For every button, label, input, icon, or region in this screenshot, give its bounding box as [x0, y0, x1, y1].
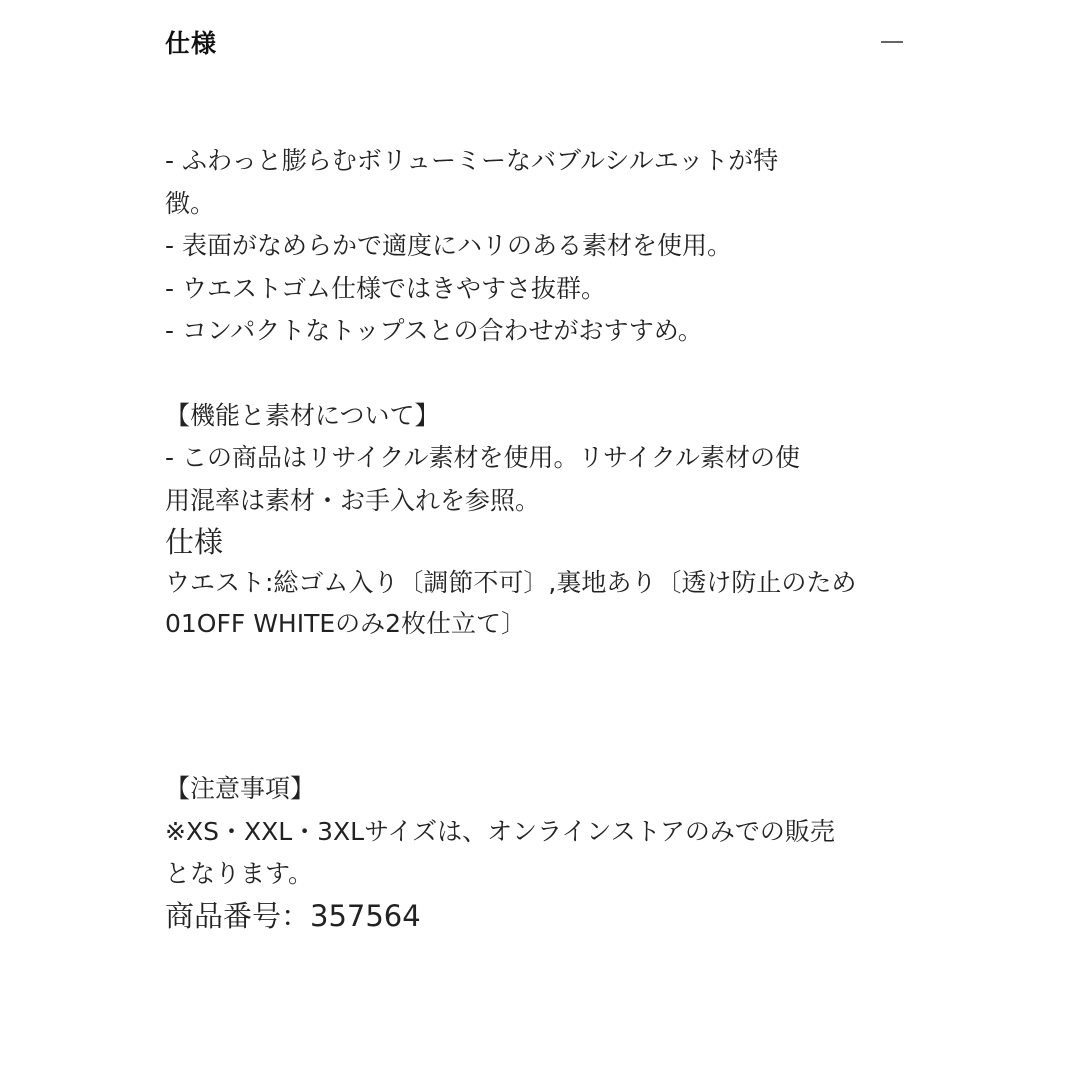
notes-line: ※XS・XXL・3XLサイズは、オンラインストアのみでの販売	[165, 816, 835, 846]
feature-line: - 表面がなめらかで適度にハリのある素材を使用。	[165, 231, 732, 260]
spec-heading: 仕様	[165, 525, 224, 559]
minus-bar	[881, 41, 903, 43]
spacer	[165, 353, 915, 395]
spec-section-header[interactable]	[165, 22, 905, 62]
feature-line: 徴。	[165, 188, 216, 218]
notes-line: となります。	[165, 859, 314, 888]
section-title: 仕様	[165, 29, 218, 58]
function-heading: 【機能と素材について】	[165, 400, 440, 430]
spec-line: ウエスト:総ゴム入り〔調節不可〕,裏地あり〔透け防止のため	[165, 568, 857, 597]
spacer	[165, 644, 915, 768]
product-number: 商品番号：357564	[165, 898, 421, 933]
function-block	[165, 395, 915, 523]
section-content	[165, 140, 915, 936]
feature-line: - ウエストゴム仕様ではきやすさ抜群。	[165, 273, 606, 303]
function-line: 用混率は素材・お手入れを参照。	[165, 485, 541, 515]
feature-line: - コンパクトなトップスとの合わせがおすすめ。	[165, 316, 703, 345]
feature-line: - ふわっと膨らむボリューミーなバブルシルエットが特	[165, 146, 779, 175]
minus-icon[interactable]	[879, 29, 905, 55]
spec-line: 01OFF WHITEのみ2枚仕立て〕	[165, 609, 527, 638]
notes-block	[165, 768, 915, 896]
features-list	[165, 140, 915, 353]
spec-block	[165, 562, 915, 644]
function-line: - この商品はリサイクル素材を使用。リサイクル素材の使	[165, 443, 800, 472]
notes-heading: 【注意事項】	[165, 774, 316, 803]
